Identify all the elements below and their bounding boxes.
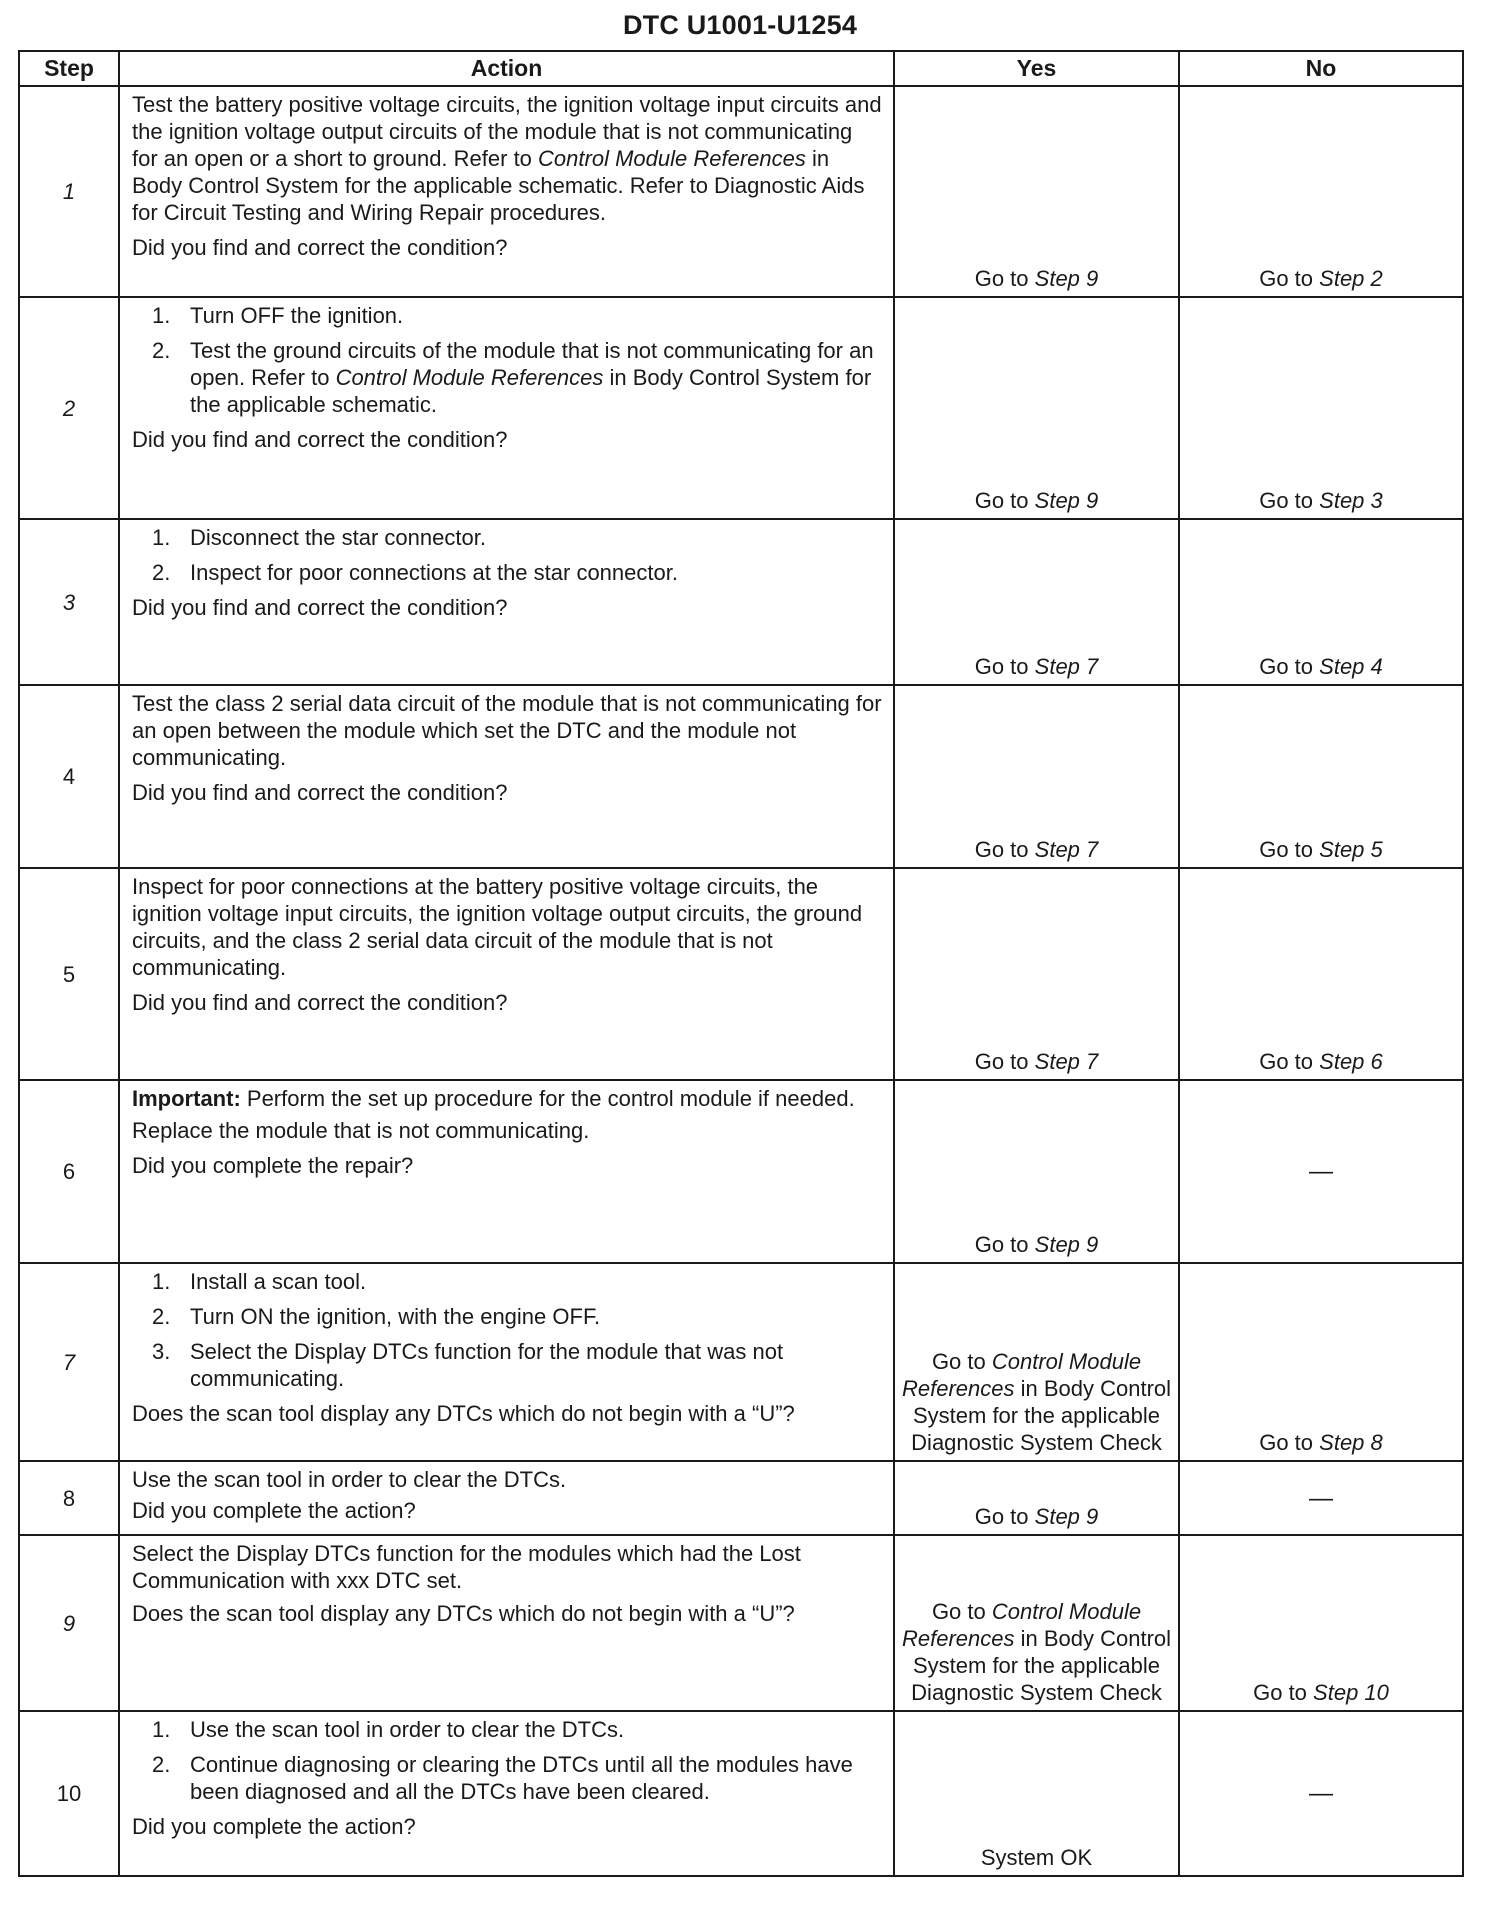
action-question: Did you find and correct the condition? (132, 780, 508, 805)
table-row (19, 297, 1463, 519)
action-cell (119, 1711, 894, 1876)
step-number: 4 (19, 685, 119, 868)
action-cell (119, 1461, 894, 1535)
step-link[interactable]: Step 3 (1319, 488, 1383, 513)
action-cell (119, 685, 894, 868)
action-text: Replace the module that is not communicating. (132, 1118, 590, 1143)
no-cell: Go to Step 5 (1179, 685, 1463, 868)
no-dash: — (1309, 1158, 1333, 1185)
important-note: Important: Perform the set up procedure for the control module if needed. (132, 1086, 855, 1111)
reference-link[interactable]: Control Module References (901, 1599, 1142, 1651)
action-question: Did you find and correct the condition? (132, 595, 508, 620)
no-dash: — (1309, 1780, 1333, 1807)
no-cell: Go to Step 6 (1179, 868, 1463, 1080)
header-step: Step (19, 51, 119, 86)
header-yes: Yes (894, 51, 1179, 86)
step-number: 10 (19, 1711, 119, 1876)
step-number: 6 (19, 1080, 119, 1263)
list-item: 1. Disconnect the star connector. (152, 525, 486, 550)
yes-cell: Go to Step 9 (894, 86, 1179, 297)
action-text: Test the class 2 serial data circuit of the module that is not communicating for an open between the module which set the DTC and the module not communicating. (132, 691, 882, 770)
action-question: Did you complete the repair? (132, 1153, 414, 1178)
step-link[interactable]: Step 9 (1034, 488, 1099, 513)
list-item: 2. Test the ground circuits of the module that is not communicating for an open. Refer to Control Module References in Body Control System for the applicable schematic. (152, 338, 874, 417)
step-link[interactable]: Step 9 (1034, 266, 1099, 291)
action-text: Test the battery positive voltage circuits, the ignition voltage input circuits and the ignition voltage output circuits of the module that is not communicating for an open or a short to ground. Refer to Control Module References in Body Control System for the applicable schematic. Refer to Diagnostic Aids for Circuit Testing and Wiring Repair procedures. (132, 92, 882, 225)
step-number: 3 (19, 519, 119, 685)
dtc-table (18, 50, 1464, 1877)
action-question: Did you find and correct the condition? (132, 235, 508, 260)
action-cell (119, 519, 894, 685)
step-link[interactable]: Step 2 (1319, 266, 1383, 291)
action-cell (119, 297, 894, 519)
action-cell (119, 1080, 894, 1263)
no-cell: Go to Step 2 (1179, 86, 1463, 297)
step-link[interactable]: Step 8 (1319, 1430, 1383, 1455)
no-cell (1179, 1080, 1463, 1263)
step-link[interactable]: Step 9 (1034, 1232, 1099, 1257)
action-question: Did you find and correct the condition? (132, 990, 508, 1015)
step-number: 2 (19, 297, 119, 519)
action-question: Did you complete the action? (132, 1814, 416, 1839)
page-title: DTC U1001-U1254 (622, 10, 858, 40)
step-link[interactable]: Step 10 (1313, 1680, 1389, 1705)
no-cell: Go to Step 3 (1179, 297, 1463, 519)
list-item: 1. Use the scan tool in order to clear the DTCs. (152, 1717, 625, 1742)
table-row (19, 1263, 1463, 1461)
yes-cell: Go to Control Module References in Body Control System for the applicable Diagnostic System Check (894, 1263, 1179, 1461)
step-link[interactable]: Step 4 (1319, 654, 1383, 679)
action-cell (119, 868, 894, 1080)
yes-cell: Go to Control Module References in Body Control System for the applicable Diagnostic System Check (894, 1535, 1179, 1711)
step-link[interactable]: Step 6 (1319, 1049, 1383, 1074)
step-number: 9 (19, 1535, 119, 1711)
action-text: Use the scan tool in order to clear the DTCs. (132, 1467, 567, 1492)
action-cell (119, 1535, 894, 1711)
table-row (19, 1535, 1463, 1711)
yes-cell: System OK (894, 1711, 1179, 1876)
list-item: 3. Select the Display DTCs function for the module that was not communicating. (152, 1339, 784, 1391)
no-dash: — (1309, 1484, 1333, 1512)
table-header-row (19, 51, 1463, 86)
no-cell: Go to Step 4 (1179, 519, 1463, 685)
action-cell (119, 1263, 894, 1461)
step-number: 8 (19, 1461, 119, 1535)
table-row (19, 1461, 1463, 1535)
step-number: 5 (19, 868, 119, 1080)
yes-cell: Go to Step 9 (894, 297, 1179, 519)
action-question: Does the scan tool display any DTCs which do not begin with a “U”? (132, 1401, 795, 1426)
list-item: 2. Turn ON the ignition, with the engine OFF. (152, 1304, 601, 1329)
header-no: No (1179, 51, 1463, 86)
table-row (19, 1711, 1463, 1876)
no-cell: Go to Step 10 (1179, 1535, 1463, 1711)
yes-cell: Go to Step 7 (894, 685, 1179, 868)
action-text: Select the Display DTCs function for the modules which had the Lost Communication with xxx DTC set. (132, 1541, 801, 1593)
step-number: 1 (19, 86, 119, 297)
table-row (19, 1080, 1463, 1263)
list-item: 2. Continue diagnosing or clearing the DTCs until all the modules have been diagnosed and all the DTCs have been cleared. (152, 1752, 853, 1804)
no-cell: Go to Step 8 (1179, 1263, 1463, 1461)
yes-cell: Go to Step 9 (894, 1461, 1179, 1535)
action-question: Does the scan tool display any DTCs which do not begin with a “U”? (132, 1601, 795, 1626)
step-link[interactable]: Step 7 (1034, 837, 1099, 862)
action-question: Did you complete the action? (132, 1498, 416, 1523)
list-item: 2. Inspect for poor connections at the star connector. (152, 560, 678, 585)
table-row (19, 86, 1463, 297)
action-text: Inspect for poor connections at the battery positive voltage circuits, the ignition voltage input circuits, the ignition voltage output circuits, the ground circuits, and the class 2 serial data circuit of the module that is not communicating. (132, 874, 863, 980)
action-cell (119, 86, 894, 297)
step-link[interactable]: Step 7 (1034, 654, 1099, 679)
step-number: 7 (19, 1263, 119, 1461)
action-question: Did you find and correct the condition? (132, 427, 508, 452)
header-action: Action (119, 51, 894, 86)
list-item: 1. Install a scan tool. (152, 1269, 367, 1294)
table-row (19, 868, 1463, 1080)
no-cell (1179, 1461, 1463, 1535)
table-row (19, 685, 1463, 868)
table-row (19, 519, 1463, 685)
step-link[interactable]: Step 5 (1319, 837, 1383, 862)
yes-cell: Go to Step 7 (894, 519, 1179, 685)
step-link[interactable]: Step 9 (1034, 1504, 1099, 1529)
yes-cell: Go to Step 7 (894, 868, 1179, 1080)
list-item: 1. Turn OFF the ignition. (152, 303, 404, 328)
step-link[interactable]: Step 7 (1034, 1049, 1099, 1074)
reference-link[interactable]: Control Module References (901, 1349, 1142, 1401)
no-cell (1179, 1711, 1463, 1876)
yes-cell: Go to Step 9 (894, 1080, 1179, 1263)
